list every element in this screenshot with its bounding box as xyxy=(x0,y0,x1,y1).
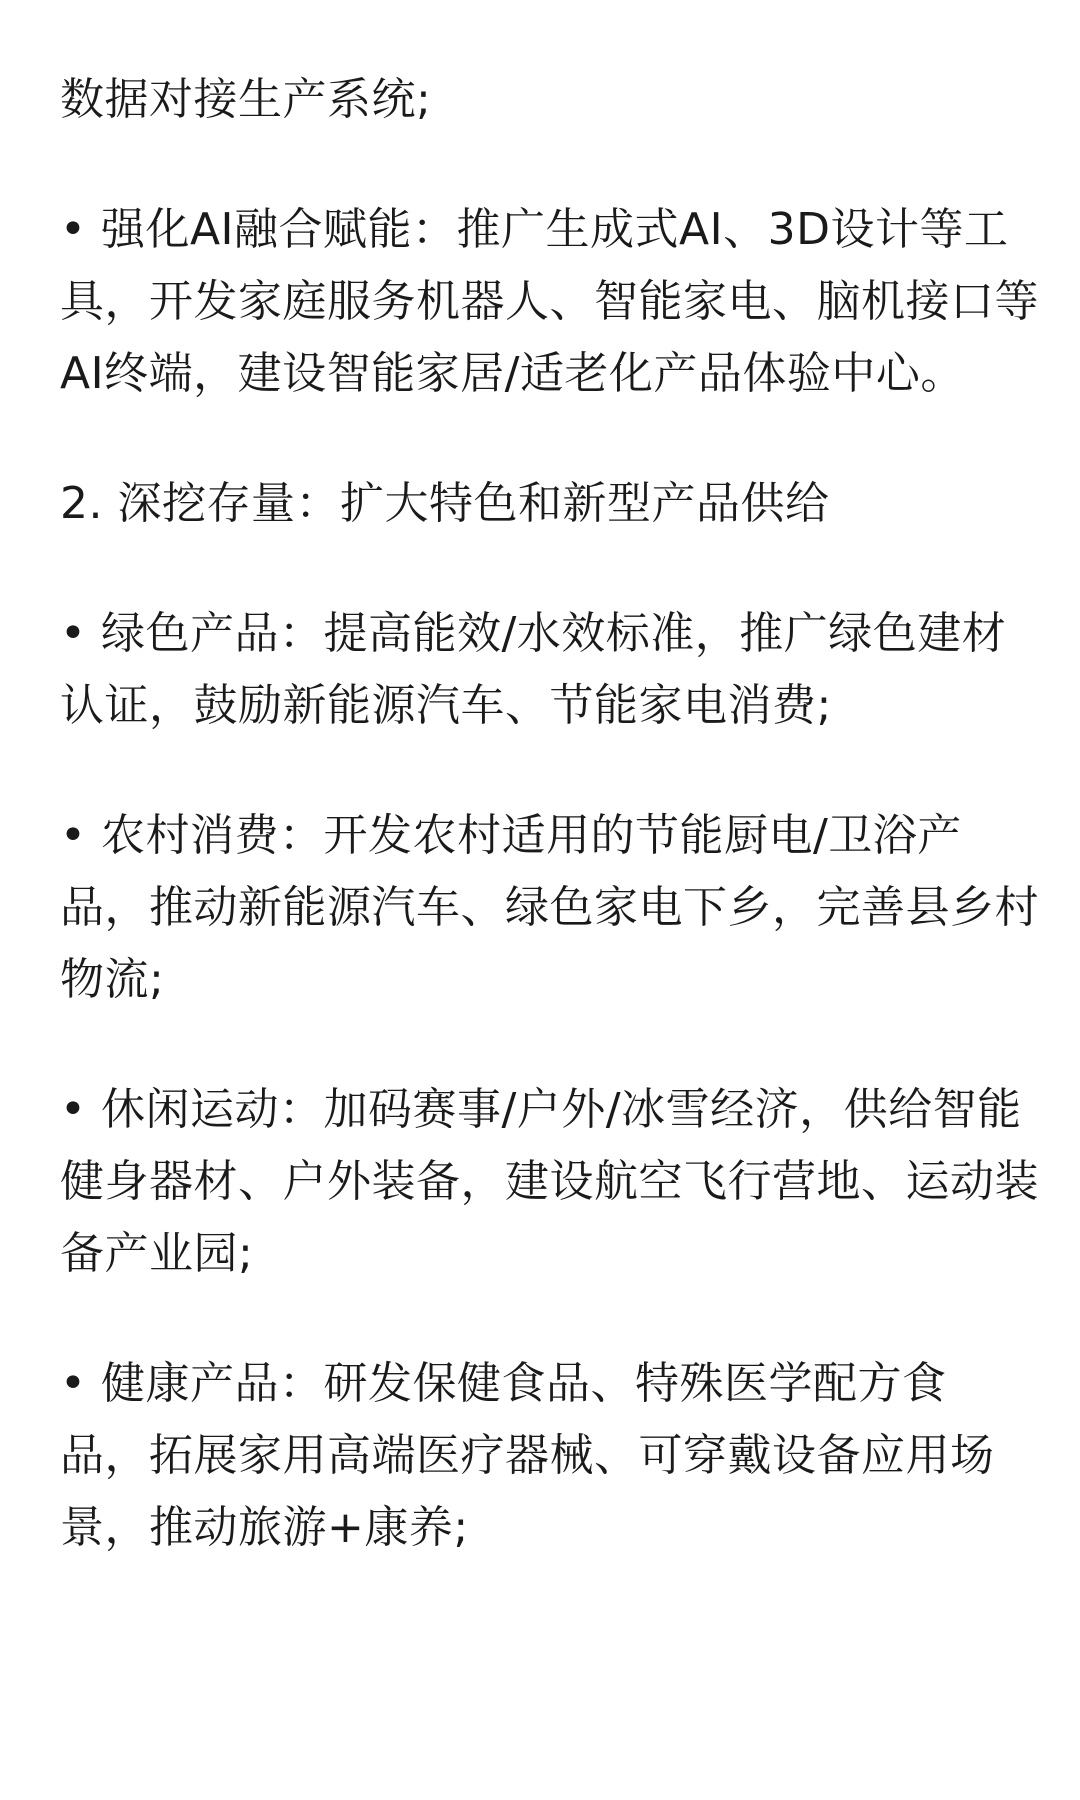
bullet-line: • 休闲运动：加码赛事/户外/冰雪经济，供给智能 xyxy=(60,1084,1022,1135)
text-line: 数据对接生产系统; xyxy=(60,74,432,125)
text-line: 认证，鼓励新能源汽车、节能家电消费; xyxy=(60,680,832,731)
bullet-line: • 农村消费：开发农村适用的节能厨电/卫浴产 xyxy=(60,810,962,861)
section-heading: 2. 深挖存量：扩大特色和新型产品供给 xyxy=(60,478,830,529)
text-line: 具，开发家庭服务机器人、智能家电、脑机接口等 xyxy=(60,276,1039,327)
text-line: 品，推动新能源汽车、绿色家电下乡，完善县乡村 xyxy=(60,882,1039,933)
text-line: 健身器材、户外装备，建设航空飞行营地、运动装 xyxy=(60,1156,1039,1207)
bullet-line: • 绿色产品：提高能效/水效标准，推广绿色建材 xyxy=(60,608,1007,659)
text-line: 品，拓展家用高端医疗器械、可穿戴设备应用场 xyxy=(60,1430,995,1481)
bullet-line: • 健康产品：研发保健食品、特殊医学配方食 xyxy=(60,1358,947,1409)
text-line: 物流; xyxy=(60,954,165,1005)
text-line: 备产业园; xyxy=(60,1228,254,1279)
bullet-line: • 强化AI融合赋能：推广生成式AI、3D设计等工 xyxy=(60,204,1009,255)
text-line: 景，推动旅游+康养; xyxy=(60,1502,469,1553)
text-line: AI终端，建设智能家居/适老化产品体验中心。 xyxy=(60,348,965,399)
